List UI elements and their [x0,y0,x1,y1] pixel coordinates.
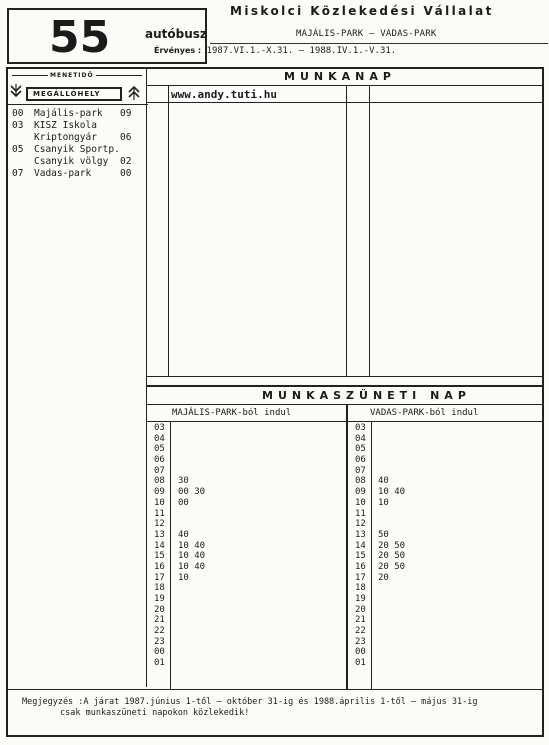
hour-cell: 05 [154,444,165,455]
holiday-title: MUNKASZÜNETI NAP [262,389,471,402]
stop-row [12,120,138,132]
stop-time-from-start: 07 [12,168,24,179]
stop-name: KISZ Iskola [34,120,97,131]
workday-bottom-rule [146,376,544,377]
hour-cell: 13 [154,529,165,540]
minute-cell [178,455,205,466]
hour-cell: 11 [355,508,366,519]
hour-cell: 04 [154,433,165,444]
route-divider [210,43,548,44]
hour-cell: 01 [355,658,366,669]
stop-list [12,108,138,180]
hour-cell: 00 [154,647,165,658]
minute-cell [378,519,405,530]
footnote-line-1: A járat 1987.június 1-től – október 31-ig és 1988.április 1-től – május 31-ig [83,697,478,707]
hour-cell: 12 [355,519,366,530]
hour-cell: 03 [355,423,366,433]
minute-cell [178,594,205,605]
minute-cell [378,605,405,616]
stop-time-from-end: 00 [120,168,132,179]
stop-name: Vadas-park [34,168,92,179]
hour-cell: 22 [154,626,165,637]
hour-cell: 19 [355,594,366,604]
validity-label: Érvényes : [154,46,202,55]
holiday-hour-col-left [170,421,171,689]
hour-cell: 17 [355,572,366,583]
hour-cell: 17 [154,572,165,583]
stop-row [12,156,138,168]
minute-cell [178,509,205,520]
workday-hour-col-right [369,85,370,377]
minute-cell: 30 [178,476,189,487]
minute-cell [378,658,405,669]
stop-label: MEGÁLLÓHELY [33,90,101,98]
hour-cell: 00 [355,647,366,658]
minute-cell [378,466,405,477]
stop-time-from-end: 09 [120,108,132,119]
hour-cell: 06 [355,455,366,466]
workday-header-rule [146,102,544,103]
hour-cell: 20 [154,604,165,615]
hour-cell: 15 [154,551,165,562]
minute-cell: 00 [178,497,189,508]
minute-cell [178,605,205,616]
validity-text: 1987.VI.1.-X.31. – 1988.IV.1.-V.31. [206,46,397,56]
minute-cell: 20 50 [378,540,406,551]
minute-cell [178,583,205,594]
stop-time-from-start: 03 [12,120,24,131]
holiday-hours-right [355,423,366,669]
minute-cell [178,466,205,477]
workday-hour-col-left [168,85,169,377]
workday-title: MUNKANAP [284,70,396,83]
stop-row [12,168,138,180]
minute-cell [178,444,205,455]
minute-cell [178,434,205,445]
hour-cell: 10 [154,497,165,508]
minute-cell: 10 40 [178,561,206,572]
hour-cell: 05 [355,444,366,455]
down-arrow-icon [10,84,22,102]
holiday-minutes-right [378,423,405,669]
minute-cell [378,509,405,520]
hour-cell: 01 [154,658,165,669]
hour-cell: 09 [154,487,165,498]
hour-cell: 08 [154,476,165,487]
hour-cell: 15 [355,551,366,562]
minute-cell [378,583,405,594]
hour-cell: 18 [154,583,165,594]
hour-cell: 08 [355,476,366,487]
hour-cell: 14 [355,540,366,551]
footnote-label: Megjegyzés : [22,697,84,707]
holiday-hours-left [154,423,165,669]
minute-cell [178,519,205,530]
holiday-mid-divider [346,404,348,689]
stop-name: Csanyik Sportp. [34,144,120,155]
hour-cell: 10 [355,497,366,508]
hour-cell: 23 [355,636,366,647]
stop-time-from-end: 02 [120,156,132,167]
stop-time-from-end: 06 [120,132,132,143]
holiday-title-rule [146,404,544,405]
stop-column-divider [146,67,147,687]
minute-cell [378,434,405,445]
minute-cell [378,647,405,658]
hour-cell: 22 [355,626,366,637]
minute-cell [378,423,405,434]
minute-cell [178,626,205,637]
left-direction-header: MAJÁLIS-PARK-ból indul [172,408,292,418]
right-direction-header: VADAS-PARK-ból indul [370,408,479,418]
line-number: 55 [49,12,111,63]
company-name: Miskolci Közlekedési Vállalat [230,4,494,18]
minute-cell: 50 [378,529,389,540]
hour-cell: 19 [154,594,165,604]
hour-cell: 07 [355,465,366,476]
minute-cell [378,455,405,466]
hour-cell: 06 [154,455,165,466]
workday-mid-divider [346,85,347,377]
minute-cell [378,637,405,648]
stop-time-from-start: 05 [12,144,24,155]
holiday-header-rule [146,421,544,422]
stop-row [12,132,138,144]
minute-cell [178,658,205,669]
minute-cell: 20 50 [378,561,406,572]
hour-cell: 12 [154,519,165,530]
stop-name: Kriptongyár [34,132,97,143]
legend-rule [6,104,148,105]
hour-cell: 07 [154,465,165,476]
hour-cell: 13 [355,529,366,540]
minute-cell [178,647,205,658]
minute-cell: 40 [178,529,189,540]
validity [154,46,396,56]
hour-cell: 23 [154,636,165,647]
footnote [22,697,542,719]
minute-cell [378,444,405,455]
minute-cell [378,626,405,637]
minute-cell [378,615,405,626]
minute-cell [178,615,205,626]
hour-cell: 20 [355,604,366,615]
minute-cell: 10 40 [378,487,406,498]
minute-cell: 10 40 [178,551,206,562]
footnote-rule [6,689,544,690]
minute-cell: 00 30 [178,487,206,498]
hour-cell: 21 [154,615,165,626]
footnote-line-2: csak munkaszüneti napokon közlekedik! [60,708,250,718]
holiday-minutes-left [178,423,205,669]
minute-cell [178,423,205,434]
stop-time-from-start: 00 [12,108,24,119]
holiday-top-rule [146,385,544,387]
vehicle-type: autóbusz [145,27,207,41]
hour-cell: 09 [355,487,366,498]
hour-cell: 16 [154,561,165,572]
hour-cell: 21 [355,615,366,626]
minute-cell: 10 [378,497,389,508]
hour-cell: 11 [154,508,165,519]
stop-name: Majális-park [34,108,103,119]
minute-cell: 40 [378,476,389,487]
route-name: MAJÁLIS-PARK – VADAS-PARK [296,29,437,39]
minute-cell: 20 [378,572,389,583]
stop-name: Csanyik völgy [34,156,109,167]
hour-cell: 14 [154,540,165,551]
hour-cell: 16 [355,561,366,572]
hour-cell: 03 [154,423,165,433]
minute-cell: 20 50 [378,551,406,562]
watermark-url: www.andy.tuti.hu [171,88,277,101]
workday-title-rule [146,85,544,86]
stop-row [12,144,138,156]
minute-cell: 10 [178,572,189,583]
minute-cell [178,637,205,648]
minute-cell [378,594,405,605]
legend [10,72,144,102]
stop-label-box [26,87,122,101]
holiday-hour-col-right [371,421,372,689]
hour-cell: 04 [355,433,366,444]
hour-cell: 18 [355,583,366,594]
up-arrow-icon [128,84,140,102]
travel-time-label: MENETIDŐ [50,72,94,79]
minute-cell: 10 40 [178,540,206,551]
stop-row [12,108,138,120]
